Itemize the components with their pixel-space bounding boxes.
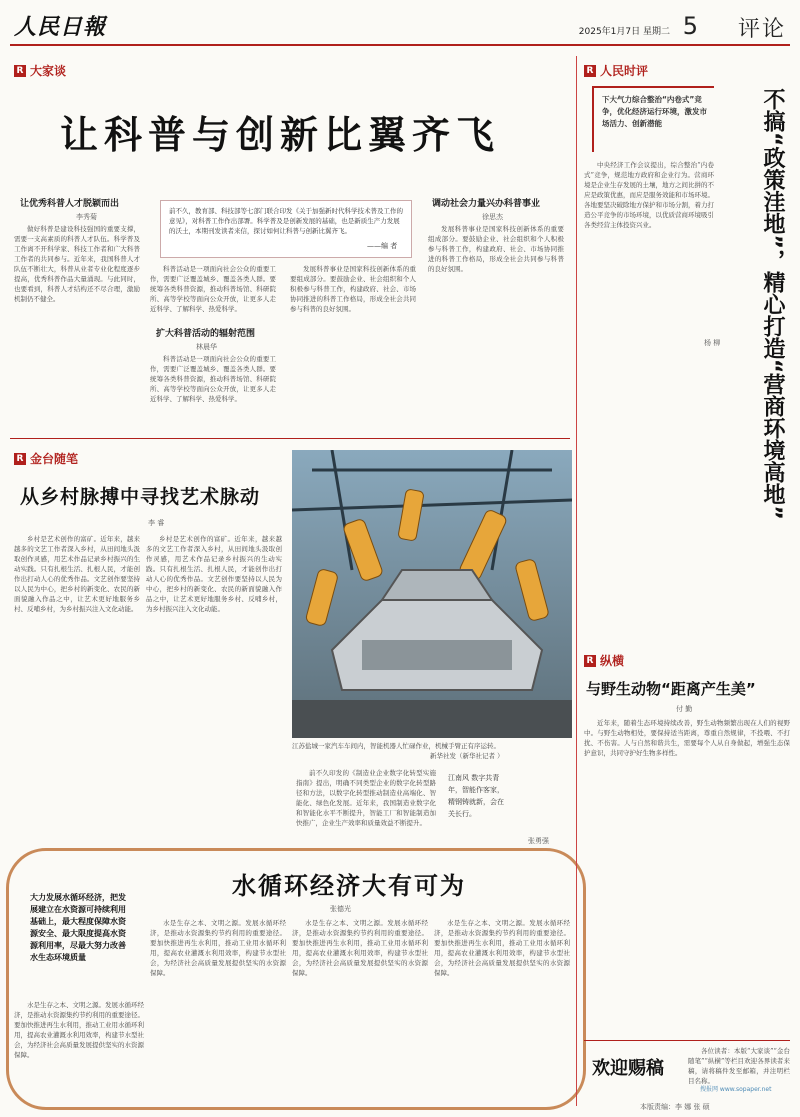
photo-credit: 新华社发（新华社记者 ） (430, 752, 504, 760)
editor-note: 前不久，教育部、科技部等七部门联合印发《关于加强新时代科学技术普及工作的意见》，对科普工作作出部署。科学普及是创新发展的基础，也是新质生产力发展的沃土，本期刊发读者来信，探讨如何让科普与创新比翼齐飞。 (169, 207, 403, 235)
article-3-author: 徐思杰 (482, 213, 503, 221)
tag-label: 大家谈 (30, 64, 67, 78)
wildlife-story-headline: 与野生动物“距离产生美” (586, 680, 756, 698)
side-summary-box (592, 86, 714, 152)
masthead (10, 6, 790, 46)
article-2-body-cont: 发展科普事业是国家科技创新体系的重要组成部分。要鼓励企业、社会组织和个人积极参与科普工作，构建政府、社会、市场协同推进的科普工作格局，形成全社会共同参与科普的良好氛围。 (290, 265, 416, 313)
article-1-author: 李秀菊 (76, 213, 97, 221)
article-3-body: 发展科普事业是国家科技创新体系的重要组成部分。要鼓励企业、社会组织和个人积极参与科普工作，构建政府、社会、市场协同推进的科普工作格局，形成全社会共同参与科普的良好氛围。 (428, 225, 564, 273)
editor-note-box (160, 200, 412, 258)
side-story-tag (584, 62, 648, 79)
culture-story-author: 李 睿 (148, 519, 165, 527)
tag-label: 人民时评 (600, 64, 649, 78)
article-1-title: 让优秀科普人才脱颖而出 (20, 199, 120, 209)
watermark: 搜报网 www.sopaper.net (700, 1086, 772, 1093)
photo-poem: 江南风 数字共青年，智能作客家，精钢铸就新，会在关长行。 (448, 774, 504, 818)
side-summary: 下大气力综合整治“内卷式”竞争，优化经济运行环境，激发市场活力、创新潜能 (602, 95, 707, 128)
factory-robots-photo (292, 450, 572, 738)
culture-story-body-cont: 乡村是艺术创作的富矿。近年来，越来越多的文艺工作者深入乡村，从田间地头汲取创作灵感，用艺术作品记录乡村振兴的生动实践。只有扎根生活、扎根人民，才能创作出打动人心的优秀作品。文艺创作要坚持以人民为中心，把乡村的新变化、农民的新面貌融入作品之中，让艺术更好地服务乡村、反哺乡村，为乡村振兴注入文化动能。 (146, 535, 282, 613)
culture-story-headline: 从乡村脉搏中寻找艺术脉动 (20, 486, 261, 508)
article-2-body: 科普活动是一项面向社会公众的重要工作，需要广泛覆盖城乡、覆盖各类人群。要统筹各类科普资源，推动科普场馆、科研院所、高等学校等面向公众开放，让更多人走近科学、了解科学、热爱科学。 (150, 355, 276, 403)
side-story-vertical-title: 不搞“政策洼地”，精心打造“营商环境高地” (760, 88, 785, 520)
photo-caption: 江苏盐城一家汽车车间内，智能机器人忙碌作业，机械手臂正有序运转。 (292, 742, 500, 750)
welcome-text: 各位读者：本版“大家谈”“金台随笔”“纵横”等栏目欢迎各界读者来稿，请将稿件发至邮箱，并注明栏目名称。 (688, 1047, 790, 1085)
poem-author: 张勇强 (528, 837, 549, 845)
page-editors: 本版责编：李 娜 张 硕 (640, 1103, 710, 1111)
robot-arms-illustration (292, 450, 572, 738)
top-story-tag (14, 62, 66, 79)
newspaper-logo: 人民日報 (14, 14, 107, 40)
page-number: 5 (682, 12, 698, 40)
culture-story-body: 乡村是艺术创作的富矿。近年来，越来越多的文艺工作者深入乡村，从田间地头汲取创作灵感，用艺术作品记录乡村振兴的生动实践。只有扎根生活、扎根人民，才能创作出打动人心的优秀作品。文艺创作要坚持以人民为中心，把乡村的新变化、农民的新面貌融入作品之中，让艺术更好地服务乡村、反哺乡村，为乡村振兴注入文化动能。 (14, 535, 140, 613)
water-story-body-1: 水是生存之本、文明之源。发展水循环经济，是推动水资源集约节约利用的重要途径。要加快推进再生水利用，推动工业用水循环利用，提高农业灌溉水利用效率，构建节水型社会，为经济社会高质量发展提供坚实的水资源保障。 (150, 919, 286, 977)
tag-mark: R (14, 65, 26, 77)
water-story-author: 张德光 (330, 905, 351, 913)
tag-mark: R (584, 65, 596, 77)
article-1-body: 做好科普是建设科技强国的重要支撑，需要一支高素质的科普人才队伍。科学普及工作离不开科学家、科技工作者和广大科普工作者的共同参与。近年来，我国科普人才队伍不断壮大，科普从业者专业化程度逐步提高，优秀科普作品大量涌现。与此同时，也要看到，科普人才结构还不尽合理，激励机制仍不健全。 (14, 225, 140, 303)
wildlife-story-tag (584, 652, 624, 669)
editor-sign: ——编 者 (367, 242, 398, 250)
wildlife-story-body: 近年来，随着生态环境持续改善，野生动物频繁出现在人们的视野中。与野生动物相处，要保持适当距离，尊重自然规律，不投喂、不打扰、不伤害。人与自然和谐共生，需要每个人从自身做起，增强生态保护意识，共同守护好生物多样性。 (584, 719, 790, 757)
divider (584, 1040, 790, 1041)
article-2-title: 扩大科普活动的辐射范围 (156, 329, 256, 339)
culture-story-tag (14, 450, 78, 467)
water-story-pullquote: 大力发展水循环经济，把发展建立在水资源可持续利用基础上，最大程度保障水资源安全、最大限度提高水资源利用率，尽最大努力改善水生态环境质量 (30, 893, 126, 962)
tag-label: 金台随笔 (30, 452, 79, 466)
dateline: 2025年1月7日 星期二 (578, 27, 670, 37)
article-2-author: 林晨华 (196, 343, 217, 351)
water-story-body-0: 水是生存之本、文明之源。发展水循环经济，是推动水资源集约节约利用的重要途径。要加快推进再生水利用，推动工业用水循环利用，提高农业灌溉水利用效率，构建节水型社会，为经济社会高质量发展提供坚实的水资源保障。 (14, 1001, 144, 1059)
top-story-headline: 让科普与创新比翼齐飞 (60, 113, 501, 157)
divider (10, 438, 570, 439)
tag-mark: R (584, 655, 596, 667)
water-story-body-3: 水是生存之本、文明之源。发展水循环经济，是推动水资源集约节约利用的重要途径。要加快推进再生水利用，推动工业用水循环利用，提高农业灌溉水利用效率，构建节水型社会，为经济社会高质量发展提供坚实的水资源保障。 (434, 919, 570, 977)
water-story-body-2: 水是生存之本、文明之源。发展水循环经济，是推动水资源集约节约利用的重要途径。要加快推进再生水利用，推动工业用水循环利用，提高农业灌溉水利用效率，构建节水型社会，为经济社会高质量发展提供坚实的水资源保障。 (292, 919, 428, 977)
column-divider (576, 56, 577, 1106)
water-story-headline: 水循环经济大有可为 (232, 872, 466, 900)
welcome-title: 欢迎赐稿 (592, 1058, 664, 1079)
tag-label: 纵横 (600, 654, 625, 668)
side-story-body: 中央经济工作会议提出，综合整治“内卷式”竞争，规范地方政府和企业行为。营商环境是企业生存发展的土壤，地方之间比拼的不应是政策优惠，而应是服务效能和市场环境。各地要坚决破除地方保护和市场分割，着力打造公平竞争的市场环境，以优质营商环境吸引各类经营主体投资兴业。 (584, 161, 714, 229)
photo-side-text: 前不久印发的《制造业企业数字化转型实施指南》提出，明确不同类型企业的数字化转型路径和方法，以数字化转型推动制造业高端化、智能化、绿色化发展。近年来，我国制造业数字化和智能化水平不断提升，智能工厂和智能制造加快推广，企业生产效率和质量效益不断提升。 (296, 769, 436, 827)
side-story-author: 杨 柳 (704, 339, 721, 347)
section-name: 评论 (737, 17, 786, 42)
tag-mark: R (14, 453, 26, 465)
wildlife-story-author: 付 勤 (676, 705, 693, 713)
article-1-body-cont: 科普活动是一项面向社会公众的重要工作，需要广泛覆盖城乡、覆盖各类人群。要统筹各类科普资源，推动科普场馆、科研院所、高等学校等面向公众开放，让更多人走近科学、了解科学、热爱科学。 (150, 265, 276, 313)
article-3-title: 调动社会力量兴办科普事业 (432, 199, 541, 209)
